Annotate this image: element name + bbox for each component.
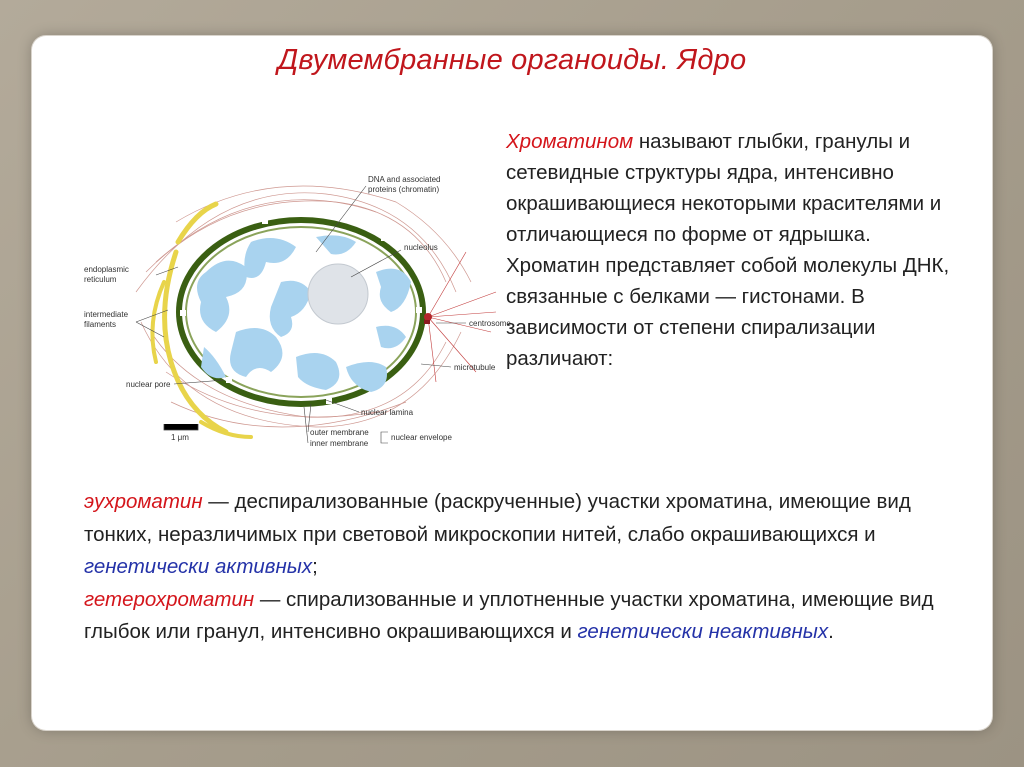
label-if-1: intermediate xyxy=(84,310,129,319)
slide xyxy=(32,36,992,730)
genetically-active: генетически активных xyxy=(84,555,313,578)
term-euchromatin: эухроматин xyxy=(84,490,203,513)
label-er-2: reticulum xyxy=(84,275,117,284)
genetically-inactive: генетически неактивных xyxy=(577,620,829,643)
chromatin-definition xyxy=(506,126,956,374)
nucleus-diagram xyxy=(76,132,511,452)
end-period: . xyxy=(828,620,834,643)
label-dna: DNA and associated xyxy=(368,175,441,184)
label-scale: 1 μm xyxy=(171,433,189,442)
centrosome-icon xyxy=(424,313,432,324)
label-er-1: endoplasmic xyxy=(84,265,129,274)
label-nuclear-envelope: nuclear envelope xyxy=(391,433,452,442)
label-chromatin: proteins (chromatin) xyxy=(368,185,440,194)
label-outer-membrane: outer membrane xyxy=(310,428,369,437)
label-if-2: filaments xyxy=(84,320,117,329)
label-microtubule: microtubule xyxy=(454,363,496,372)
label-nuclear-lamina: nuclear lamina xyxy=(361,408,414,417)
label-inner-membrane: inner membrane xyxy=(310,439,369,448)
term-chromatin: Хроматином xyxy=(506,130,634,153)
slide-title: Двумембранные органоиды. Ядро xyxy=(277,44,747,76)
separator: ; xyxy=(312,555,318,578)
chromatin-types xyxy=(84,486,984,649)
label-nuclear-pore: nuclear pore xyxy=(126,380,171,389)
term-heterochromatin: гетерохроматин xyxy=(84,587,255,611)
label-centrosome: centrosome xyxy=(469,319,511,328)
label-nucleolus: nucleolus xyxy=(404,243,438,252)
scale-bar xyxy=(164,424,198,430)
euchromatin-text: — деспирализованные (раскрученные) участки хроматина, имеющие вид тонких, неразличимых при световой микроскопии нитей, слабо окрашивающихся и xyxy=(84,490,911,546)
chromatin-text: называют глыбки, гранулы и сетевидные структуры ядра, интенсивно окрашивающиеся некоторыми красителями и отличающиеся по форме от ядрышка. Хроматин представляет собой молекулы ДНК, связанные с белками — гистонами. В зависимости от степени спирализации различают: xyxy=(506,130,950,370)
heterochromatin-text: — спирализованные и уплотненные участки хроматина, имеющие вид глыбок или гранул, интенсивно окрашивающихся и xyxy=(84,587,934,643)
